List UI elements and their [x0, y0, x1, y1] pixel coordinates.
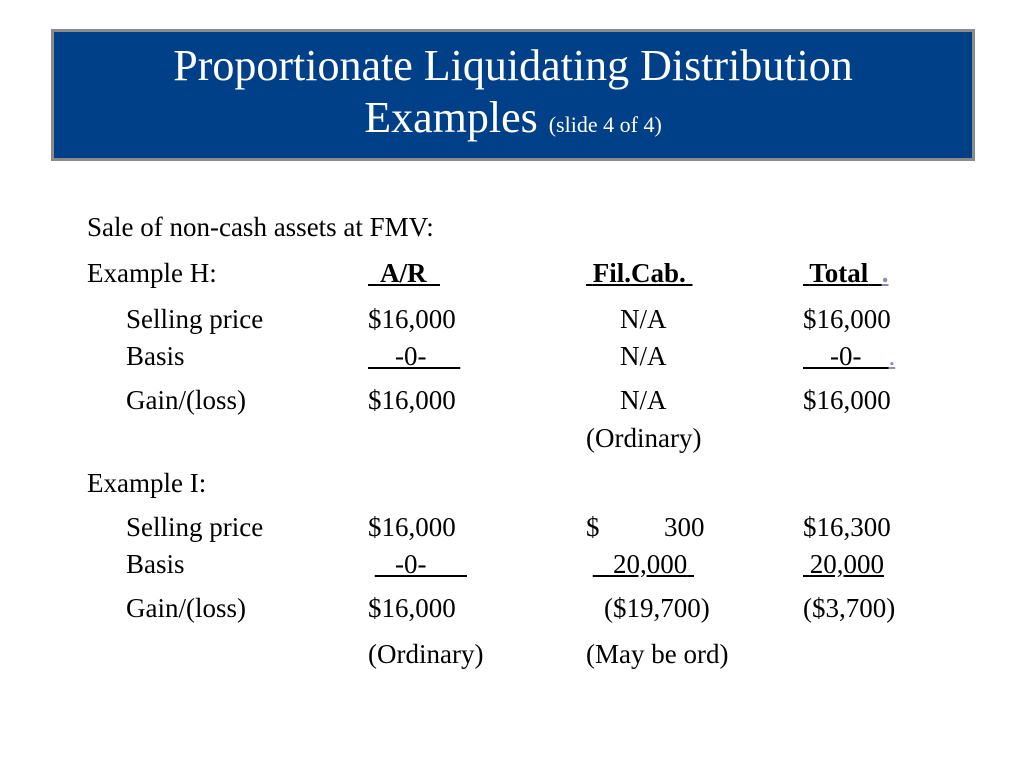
- i-gain-loss-label: Gain/(loss): [126, 593, 246, 623]
- i-selling-price-filcab: 300: [664, 512, 705, 542]
- h-basis-ar: -0-: [395, 341, 427, 371]
- slide-title-line1: Proportionate Liquidating Distribution: [173, 41, 853, 90]
- slide-subtitle: (slide 4 of 4): [548, 112, 662, 137]
- h-basis-label: Basis: [126, 341, 185, 371]
- example-h-label: Example H:: [87, 258, 217, 288]
- h-basis-total: -0- .: [830, 341, 896, 371]
- h-gain-loss-ar: $16,000: [368, 385, 456, 415]
- header-ar: A/R: [380, 258, 427, 288]
- i-gain-loss-filcab: ($19,700): [604, 593, 710, 623]
- h-gain-loss-total: $16,000: [803, 385, 891, 415]
- h-selling-price-total: $16,000: [803, 304, 891, 334]
- i-gain-loss-total: ($3,700): [803, 593, 896, 623]
- h-gain-loss-label: Gain/(loss): [126, 385, 246, 415]
- slide-title-line2: [54, 92, 972, 151]
- header-filing-cabinet: Fil.Cab.: [592, 258, 686, 288]
- h-selling-price-ar: $16,000: [368, 304, 456, 334]
- i-ordinary-note: (Ordinary): [368, 639, 484, 669]
- i-selling-price-filcab-dollar: $: [586, 512, 600, 542]
- i-basis-filcab: 20,000: [613, 549, 688, 579]
- h-selling-price-label: Selling price: [126, 304, 264, 334]
- slide-title-examples: Examples: [364, 93, 538, 142]
- i-basis-ar: -0-: [395, 549, 427, 579]
- h-selling-price-filcab: N/A: [620, 304, 667, 334]
- intro-text: Sale of non-cash assets at FMV:: [87, 212, 434, 242]
- i-basis-total: 20,000: [809, 549, 884, 579]
- i-basis-label: Basis: [126, 549, 185, 579]
- h-gain-loss-filcab: N/A: [620, 385, 667, 415]
- i-selling-price-label: Selling price: [126, 512, 264, 542]
- i-selling-price-total: $16,300: [803, 512, 891, 542]
- i-may-be-ord-note: (May be ord): [586, 639, 729, 669]
- h-ordinary-note: (Ordinary): [586, 423, 702, 453]
- h-basis-filcab: N/A: [620, 341, 667, 371]
- header-total: Total .: [809, 258, 889, 288]
- i-gain-loss-ar: $16,000: [368, 593, 456, 623]
- slide-title-box: [51, 29, 975, 161]
- example-i-label: Example I:: [87, 468, 207, 498]
- i-selling-price-ar: $16,000: [368, 512, 456, 542]
